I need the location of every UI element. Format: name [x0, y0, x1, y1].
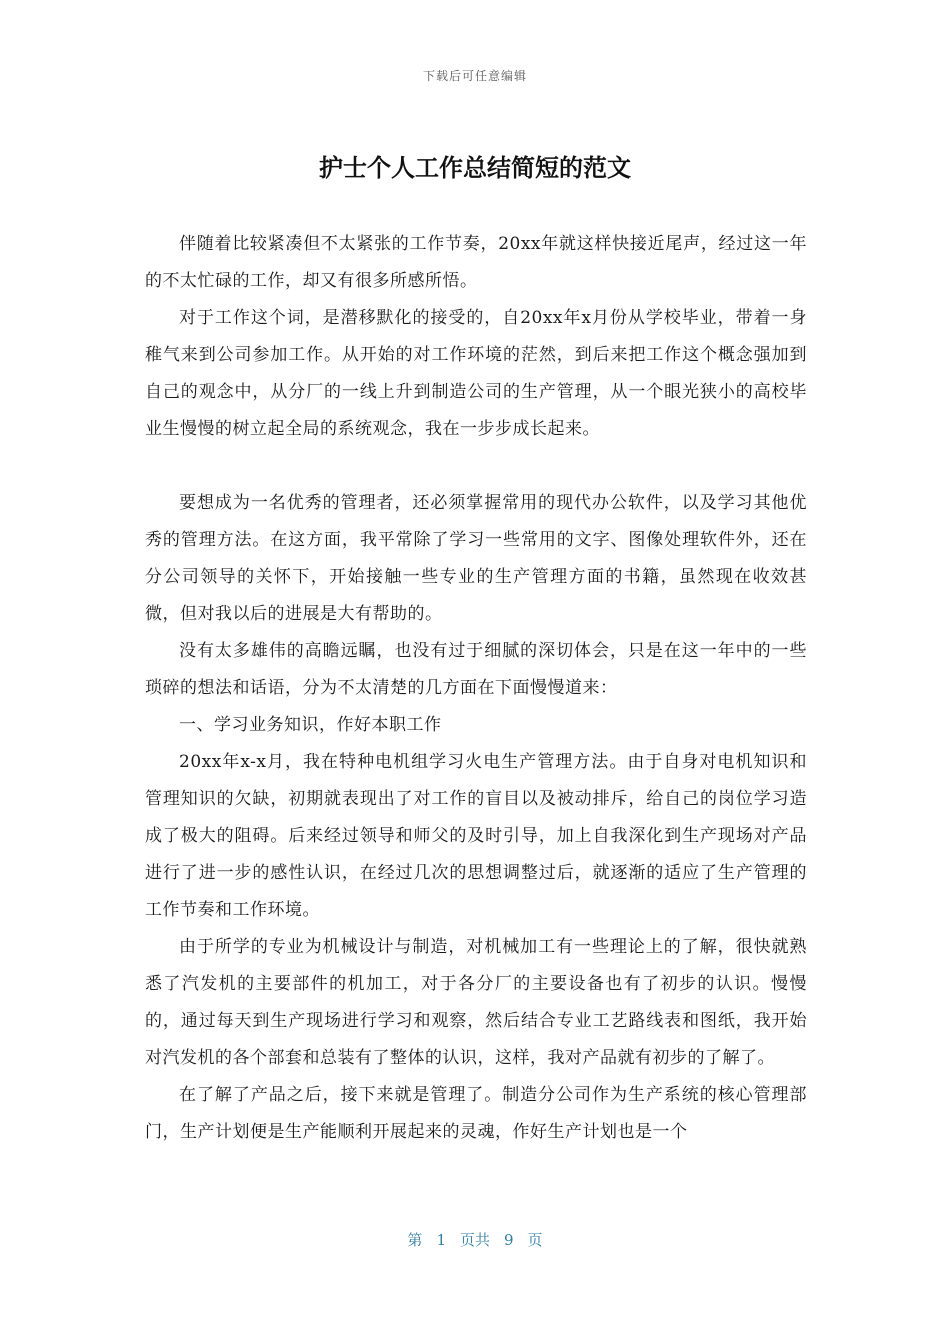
footer-label-page: 第: [407, 1231, 423, 1249]
page-footer: [0, 1229, 950, 1250]
paragraph: 20xx年x-x月，我在特种电机组学习火电生产管理方法。由于自身对电机知识和管理知识的欠缺，初期就表现出了对工作的盲目以及被动排斥，给自己的岗位学习造成了极大的阻碍。后来经过领导和师父的及时引导，加上自我深化到生产现场对产品进行了进一步的感性认识，在经过几次的思想调整过后，就逐渐的适应了生产管理的工作节奏和工作环境。: [145, 752, 807, 920]
footer-current-page: 1: [436, 1231, 446, 1249]
section-heading: 一、学习业务知识，作好本职工作: [179, 715, 442, 735]
footer-label-total: 页共: [459, 1231, 490, 1249]
paragraph: 要想成为一名优秀的管理者，还必须掌握常用的现代办公软件，以及学习其他优秀的管理方法。在这方面，我平常除了学习一些常用的文字、图像处理软件外，还在分公司领导的关怀下，开始接触一些专业的生产管理方面的书籍，虽然现在收效甚微，但对我以后的进展是大有帮助的。: [145, 493, 807, 624]
document-body: [145, 226, 807, 1151]
document-title: 护士个人工作总结简短的范文: [319, 154, 631, 182]
footer-label-end: 页: [527, 1231, 543, 1249]
paragraph: 由于所学的专业为机械设计与制造，对机械加工有一些理论上的了解，很快就熟悉了汽发机的主要部件的机加工，对于各分厂的主要设备也有了初步的认识。慢慢的，通过每天到生产现场进行学习和观察，然后结合专业工艺路线表和图纸，我开始对汽发机的各个部套和总装有了整体的认识，这样，我对产品就有初步的了解了。: [145, 937, 807, 1068]
paragraph: 没有太多雄伟的高瞻远瞩，也没有过于细腻的深切体会，只是在这一年中的一些琐碎的想法和话语，分为不太清楚的几方面在下面慢慢道来：: [145, 641, 807, 698]
footer-total-pages: 9: [504, 1231, 514, 1249]
header-note: 下载后可任意编辑: [422, 69, 527, 83]
paragraph: 对于工作这个词，是潜移默化的接受的，自20xx年x月份从学校毕业，带着一身稚气来到公司参加工作。从开始的对工作环境的茫然，到后来把工作这个概念强加到自己的观念中，从分厂的一线上升到制造公司的生产管理，从一个眼光狭小的高校毕业生慢慢的树立起全局的系统观念，我在一步步成长起来。: [145, 308, 807, 439]
paragraph: 伴随着比较紧凑但不太紧张的工作节奏，20xx年就这样快接近尾声，经过这一年的不太忙碌的工作，却又有很多所感所悟。: [145, 234, 807, 291]
paragraph: 在了解了产品之后，接下来就是管理了。制造分公司作为生产系统的核心管理部门，生产计划便是生产能顺利开展起来的灵魂，作好生产计划也是一个: [145, 1085, 807, 1142]
